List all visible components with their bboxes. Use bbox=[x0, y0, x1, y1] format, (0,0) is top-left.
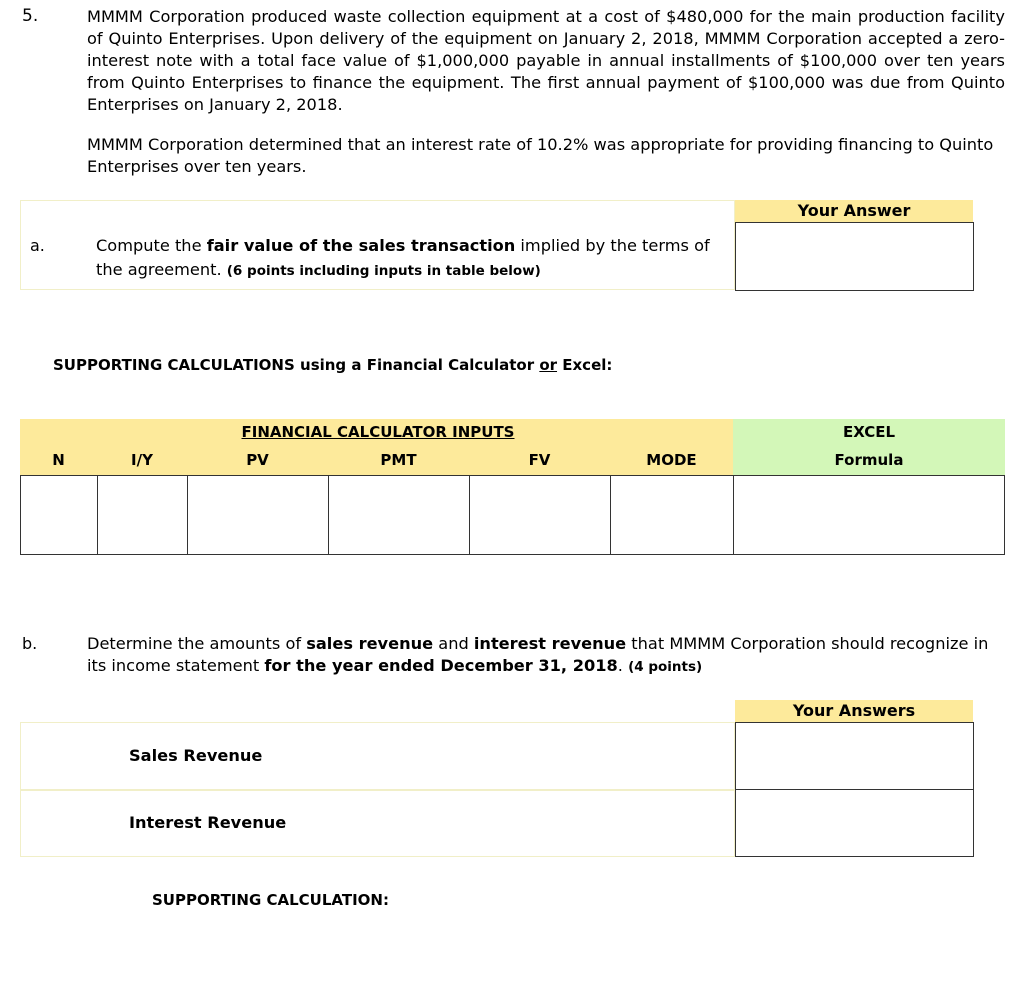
part-b-t2: and bbox=[433, 634, 474, 653]
question-rate-paragraph: MMMM Corporation determined that an interest rate of 10.2% was appropriate for providing financing to Quinto Enterprises over ten years. bbox=[87, 135, 994, 176]
interest-revenue-label: Interest Revenue bbox=[129, 813, 287, 832]
part-b-question bbox=[87, 633, 1005, 678]
your-answer-header: Your Answer bbox=[735, 200, 973, 222]
question-number: 5. bbox=[22, 6, 39, 26]
calculator-inputs-header: FINANCIAL CALCULATOR INPUTS bbox=[241, 423, 515, 441]
your-answers-header: Your Answers bbox=[735, 700, 973, 722]
supporting-calculation-label: SUPPORTING CALCULATION: bbox=[152, 891, 389, 909]
sales-revenue-answer-field[interactable] bbox=[735, 722, 974, 790]
part-a-question bbox=[96, 234, 726, 283]
input-cell-mode[interactable] bbox=[610, 475, 734, 555]
excel-header: EXCEL bbox=[842, 423, 896, 441]
input-cell-pv[interactable] bbox=[187, 475, 329, 555]
part-b-t3: that MMMM Corporation should recognize in its income statement bbox=[87, 634, 989, 675]
input-cell-pmt[interactable] bbox=[328, 475, 470, 555]
part-b-b3: for the year ended December 31, 2018 bbox=[264, 656, 618, 675]
question-intro: MMMM Corporation produced waste collection equipment at a cost of $480,000 for the main production facility of Quinto Enterprises. Upon delivery of the equipment on January 2, 2018, MMMM Corporation accepted a zero-interest note with a total face value of $1,000,000 payable in annual installments of $100,000 over ten years from Quinto Enterprises to finance the equipment. The first annual payment of $100,000 was due from Quinto Enterprises on January 2, 2018. bbox=[87, 7, 1005, 114]
interest-revenue-answer-field[interactable] bbox=[735, 789, 974, 857]
col-header-n: N bbox=[52, 451, 65, 469]
part-b-label: b. bbox=[22, 634, 38, 653]
part-b-points: (4 points) bbox=[628, 659, 703, 675]
sales-revenue-row-box bbox=[20, 722, 735, 790]
supporting-suffix: Excel: bbox=[557, 356, 613, 374]
part-a-label: a. bbox=[30, 236, 45, 255]
interest-revenue-row-box bbox=[20, 790, 735, 857]
col-header-fv: FV bbox=[528, 451, 551, 469]
part-a-bold-text: fair value of the sales transaction bbox=[206, 236, 516, 255]
col-header-iy: I/Y bbox=[131, 451, 153, 469]
input-cell-n[interactable] bbox=[20, 475, 98, 555]
col-header-mode: MODE bbox=[646, 451, 697, 469]
supporting-calculations-heading bbox=[53, 356, 612, 374]
part-a-points: (6 points including inputs in table below) bbox=[226, 263, 541, 279]
excel-formula-header: Formula bbox=[834, 451, 904, 469]
part-a-text-before: Compute the bbox=[96, 236, 207, 255]
sales-revenue-label: Sales Revenue bbox=[129, 746, 263, 765]
input-cell-iy[interactable] bbox=[97, 475, 188, 555]
part-b-t1: Determine the amounts of bbox=[87, 634, 307, 653]
col-header-pmt: PMT bbox=[380, 451, 417, 469]
part-a-answer-field[interactable] bbox=[735, 222, 974, 291]
part-b-b1: sales revenue bbox=[306, 634, 434, 653]
part-a-text-after: implied by the terms of the agreement. bbox=[96, 236, 710, 279]
col-header-pv: PV bbox=[246, 451, 269, 469]
part-b-t4: . bbox=[617, 656, 629, 675]
part-b-b2: interest revenue bbox=[473, 634, 627, 653]
input-cell-fv[interactable] bbox=[469, 475, 611, 555]
input-cell-excel-formula[interactable] bbox=[733, 475, 1005, 555]
supporting-prefix: SUPPORTING CALCULATIONS using a Financial Calculator bbox=[53, 356, 540, 374]
supporting-or: or bbox=[539, 356, 558, 374]
